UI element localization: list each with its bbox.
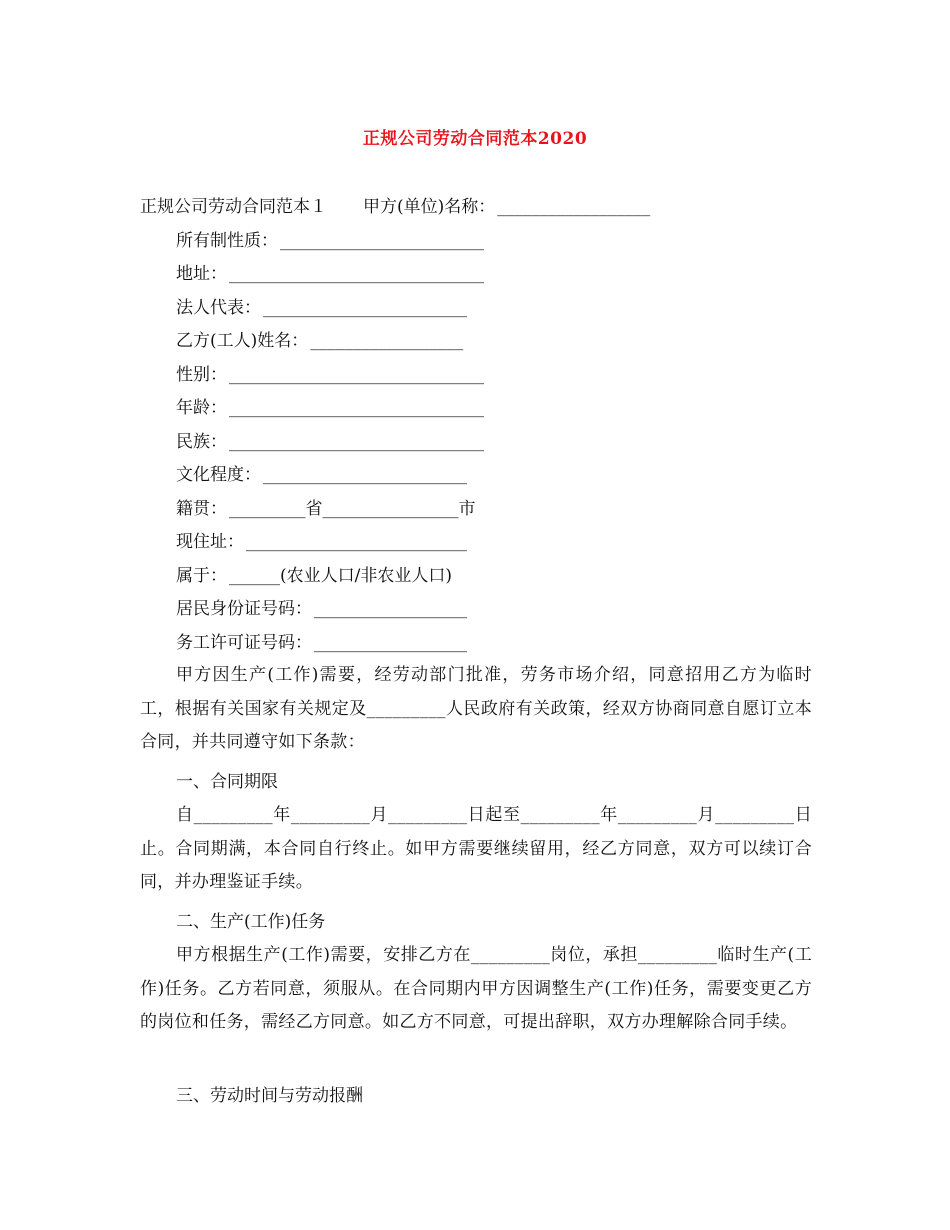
intro-line: [140, 196, 650, 218]
field-household-type: [176, 565, 452, 587]
field-blank: __________________________: [246, 532, 467, 552]
section-heading-term: 一、合同期限: [176, 772, 278, 792]
paragraph-term: 自_________年_________月_________日起至_________年_________月_________日止。合同期满，本合同自行终止。如甲方需要继续留用，经乙方同意，双方可以续订合同，并办理鉴证手续。: [140, 805, 812, 892]
field-blank: __________________: [310, 331, 464, 351]
field-label: 籍贯：: [176, 499, 227, 519]
field-blank: ______(农业人口/非农业人口): [229, 566, 452, 586]
field-label: 乙方(工人)姓名：: [176, 331, 309, 351]
paragraph-preamble: 甲方因生产(工作)需要，经劳动部门批准，劳务市场介绍，同意招用乙方为临时工，根据有关国家有关规定及_________人民政府有关政策，经双方协商同意自愿订立本合同，并共同遵守如下条款：: [140, 665, 812, 752]
field-ethnicity: [176, 431, 484, 453]
field-ownership: [176, 230, 484, 252]
field-blank: ______________________________: [229, 398, 484, 418]
field-blank: __________________: [314, 633, 467, 653]
field-blank: ______________________________: [229, 432, 484, 452]
party-a-label: 甲方(单位)名称：: [363, 197, 496, 217]
field-legal-rep: [176, 297, 467, 319]
field-label: 所有制性质：: [176, 231, 278, 251]
field-party-b-name: [176, 330, 463, 352]
field-label: 地址：: [176, 264, 227, 284]
field-blank: ________________________: [263, 298, 467, 318]
contract-heading: 正规公司劳动合同范本１: [140, 197, 327, 217]
field-id-number: [176, 598, 467, 620]
field-label: 属于：: [176, 566, 227, 586]
field-blank: ______________________________: [229, 264, 484, 284]
field-blank: __________________: [314, 599, 467, 619]
field-label: 务工许可证号码：: [176, 633, 312, 653]
field-label: 民族：: [176, 432, 227, 452]
field-current-address: [176, 531, 467, 553]
document-title: 正规公司劳动合同范本2020: [362, 129, 588, 149]
field-label: 年龄：: [176, 398, 227, 418]
field-gender: [176, 364, 484, 386]
section-heading-hours-pay: 三、劳动时间与劳动报酬: [176, 1086, 363, 1106]
field-label: 法人代表：: [176, 298, 261, 318]
section-heading-tasks: 二、生产(工作)任务: [176, 912, 326, 932]
field-address: [176, 263, 484, 285]
field-age: [176, 397, 484, 419]
field-blank: _________省________________市: [229, 499, 476, 519]
field-label: 现住址：: [176, 532, 244, 552]
field-label: 文化程度：: [176, 465, 261, 485]
field-work-permit: [176, 632, 467, 654]
field-blank: ________________________: [263, 465, 467, 485]
field-blank: ________________________: [280, 231, 484, 251]
field-education: [176, 464, 467, 486]
field-blank: ______________________________: [229, 365, 484, 385]
paragraph-tasks: 甲方根据生产(工作)需要，安排乙方在_________岗位，承担_________临时生产(工作)任务。乙方若同意，须服从。在合同期内甲方因调整生产(工作)任务，需要变更乙方的岗位和任务，需经乙方同意。如乙方不同意，可提出辞职，双方办理解除合同手续。: [140, 945, 812, 1032]
field-label: 性别：: [176, 365, 227, 385]
party-a-blank: __________________: [497, 197, 651, 217]
field-label: 居民身份证号码：: [176, 599, 312, 619]
field-native-place: [176, 498, 476, 520]
